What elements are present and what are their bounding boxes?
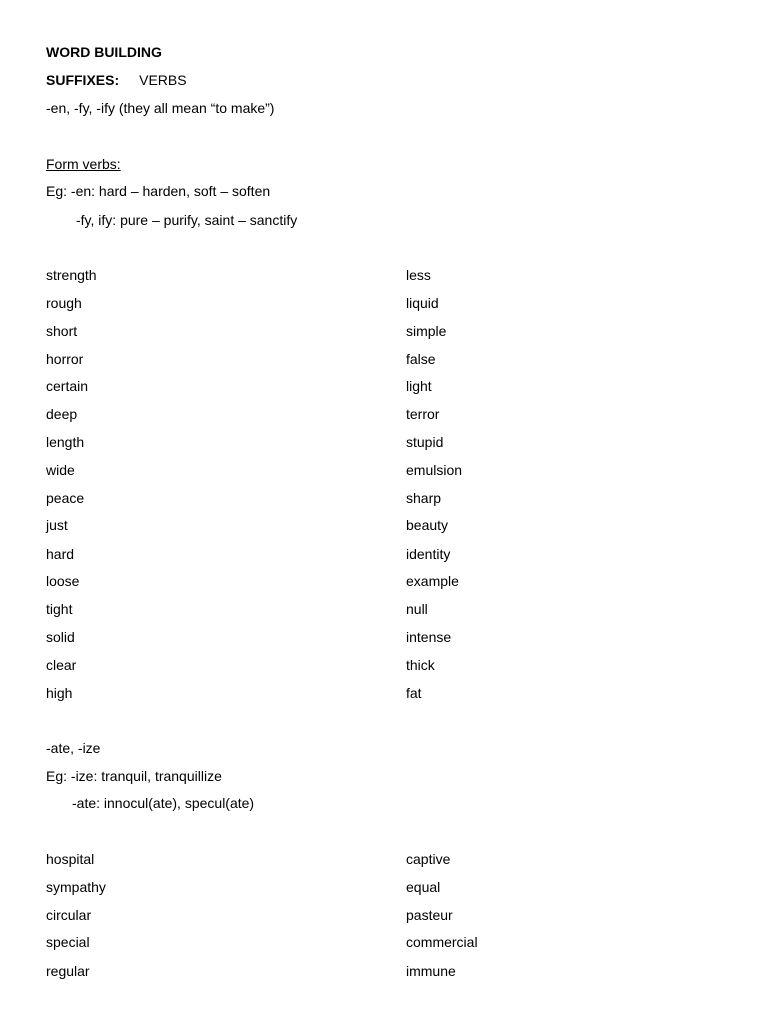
list1-right-item: thick [406,657,435,673]
form-verbs-heading: Form verbs: [46,156,121,172]
list2-left-item: special [46,934,90,950]
list1-left-item: horror [46,351,84,367]
list2-right-item: immune [406,963,456,979]
section2-heading: -ate, -ize [46,740,101,756]
suffixes-type: VERBS [139,72,187,88]
list1-right-item: simple [406,323,447,339]
list1-left-item: just [46,517,68,533]
list1-left-item: peace [46,490,85,506]
list1-left-item: short [46,323,78,339]
list2-right-item: captive [406,851,451,867]
list1-right-item: example [406,573,459,589]
list1-right-item: liquid [406,295,439,311]
list1-left-item: hard [46,546,75,562]
list1-left-item: strength [46,267,97,283]
list2-left-item: sympathy [46,879,106,895]
list1-left-item: high [46,685,73,701]
list1-right-item: identity [406,546,451,562]
list1-right-item: beauty [406,517,449,533]
list2-left-item: circular [46,907,92,923]
example-en: Eg: -en: hard – harden, soft – soften [46,183,271,199]
list1-left-item: rough [46,295,82,311]
suffixes-line [46,71,187,89]
list1-right-item: intense [406,629,452,645]
intro-line: -en, -fy, -ify (they all mean “to make”) [46,100,275,116]
list2-left-item: hospital [46,851,95,867]
list1-left-item: deep [46,406,78,422]
list1-left-item: certain [46,378,89,394]
list1-right-item: stupid [406,434,444,450]
example-fy: -fy, ify: pure – purify, saint – sanctify [76,212,298,228]
list2-left-item: regular [46,963,90,979]
document-heading: WORD BUILDING [46,44,162,60]
list1-left-item: solid [46,629,75,645]
list2-right-item: commercial [406,934,478,950]
list2-right-item: pasteur [406,907,453,923]
list1-right-item: terror [406,406,440,422]
list1-right-item: light [406,378,432,394]
suffixes-label: SUFFIXES: [46,72,120,88]
list1-right-item: less [406,267,431,283]
example-ate: -ate: innocul(ate), specul(ate) [72,795,255,811]
list1-right-item: sharp [406,490,442,506]
list1-left-item: tight [46,601,73,617]
list1-left-item: wide [46,462,75,478]
list1-right-item: null [406,601,428,617]
example-ize: Eg: -ize: tranquil, tranquillize [46,768,222,784]
list1-left-item: length [46,434,85,450]
list1-right-item: fat [406,685,422,701]
list2-right-item: equal [406,879,441,895]
list1-left-item: loose [46,573,80,589]
list1-left-item: clear [46,657,77,673]
list1-right-item: false [406,351,436,367]
list1-right-item: emulsion [406,462,463,478]
